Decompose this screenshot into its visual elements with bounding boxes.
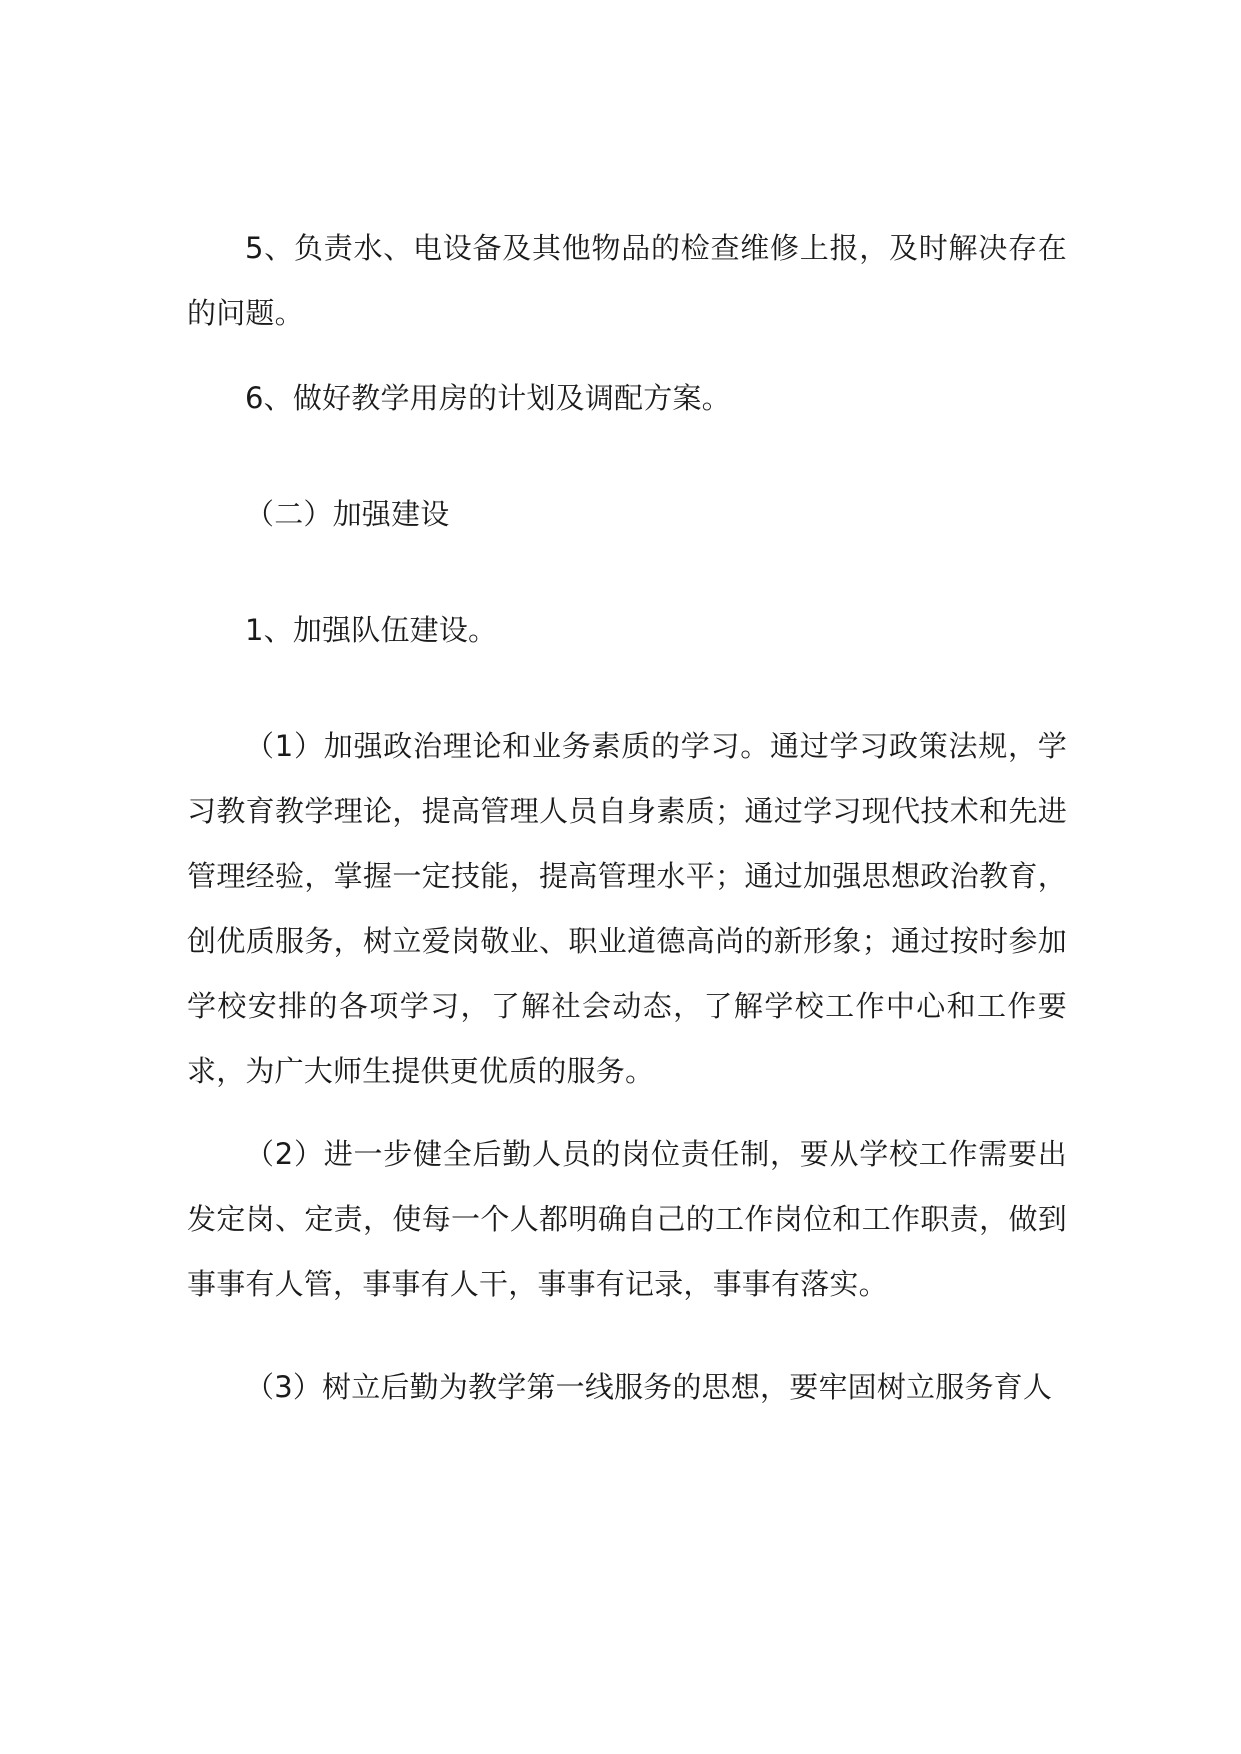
paragraph-item-5: 5、负责水、电设备及其他物品的检查维修上报，及时解决存在的问题。 [187, 231, 1067, 330]
section-heading-strengthen-construction: （二）加强建设 [245, 497, 450, 531]
paragraph-sub-2: （2）进一步健全后勤人员的岗位责任制，要从学校工作需要出发定岗、定责，使每一个人都明确自己的工作岗位和工作职责，做到事事有人管，事事有人干，事事有记录，事事有落实。 [187, 1137, 1067, 1301]
paragraph-sub-1: （1）加强政治理论和业务素质的学习。通过学习政策法规，学习教育教学理论，提高管理人员自身素质；通过学习现代技术和先进管理经验，掌握一定技能，提高管理水平；通过加强思想政治教育，创优质服务，树立爱岗敬业、职业道德高尚的新形象；通过按时参加学校安排的各项学习，了解社会动态，了解学校工作中心和工作要求，为广大师生提供更优质的服务。 [187, 729, 1067, 1088]
paragraph-sub-3: （3）树立后勤为教学第一线服务的思想，要牢固树立服务育人 [245, 1370, 1053, 1404]
paragraph-item-6: 6、做好教学用房的计划及调配方案。 [245, 381, 731, 415]
paragraph-team-building: 1、加强队伍建设。 [245, 613, 498, 647]
